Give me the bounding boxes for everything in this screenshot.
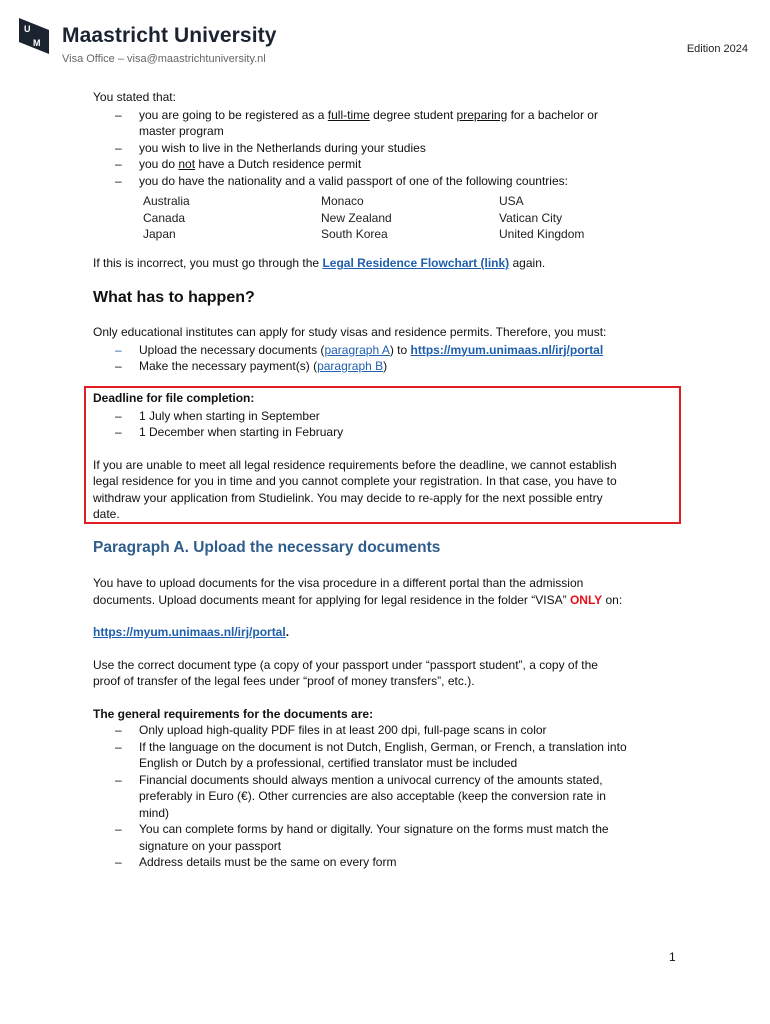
stated-section [93, 89, 678, 189]
what-has-to-happen-heading: What has to happen? [93, 289, 255, 306]
myum-portal-link[interactable]: https://myum.unimaas.nl/irj/portal [93, 625, 286, 639]
paragraph-a-section [93, 575, 678, 871]
paragraph-b-link[interactable]: paragraph B [317, 359, 384, 373]
page-number: 1 [669, 950, 676, 964]
paragraph-a-heading: Paragraph A. Upload the necessary documents [93, 539, 441, 556]
deadline-note-line: date. [93, 507, 120, 521]
edition-label: Edition 2024 [686, 43, 748, 55]
stated-intro: You stated that: [93, 90, 176, 104]
country-row: Japan South Korea United Kingdom [143, 227, 585, 241]
country-row: Australia Monaco USA [143, 194, 524, 208]
paragraph-a-text: documents. Upload documents meant for applying for legal residence in the folder “VISA” ONLY on: [93, 592, 623, 607]
paragraph-a-text: You have to upload documents for the visa procedure in a different portal than the admission [93, 576, 584, 590]
paragraph-a-link[interactable]: paragraph A [324, 342, 390, 357]
stated-bullet-1: – you are going to be registered as a full-time degree student preparing for a bachelor or master program [115, 107, 598, 138]
requirements-title: The general requirements for the documents are: [93, 706, 374, 721]
requirement-item: – You can complete forms by hand or digitally. Your signature on the forms must match the signature on your passport [115, 822, 609, 853]
legal-residence-flowchart-link[interactable]: Legal Residence Flowchart (link) [322, 256, 510, 270]
document-type-text: Use the correct document type (a copy of your passport under “passport student”, a copy of the [93, 657, 598, 672]
portal-link-line: https://myum.unimaas.nl/irj/portal. [93, 625, 290, 639]
deadline-item: – 1 July when starting in September [115, 408, 320, 423]
stated-bullet-4: – you do have the nationality and a valid passport of one of the following countries: [115, 173, 568, 188]
incorrect-note: If this is incorrect, you must go through the Legal Residence Flowchart (link) again. [93, 256, 546, 270]
deadline-note-line: withdraw your application from Studielink. You may decide to re-apply for the next possible entry [93, 490, 603, 505]
deadline-title: Deadline for file completion: [93, 391, 255, 405]
visa-office-contact: Visa Office – visa@maastrichtuniversity.nl [62, 53, 266, 65]
requirement-item: – If the language on the document is not Dutch, English, German, or French, a translation into English or Dutch by a professional, certified translator must be included [115, 739, 627, 770]
requirement-item: – Address details must be the same on every form [115, 855, 397, 869]
deadline-section [93, 390, 678, 523]
deadline-note-line: legal residence for you in time and you cannot complete your registration. In that case, you have to [93, 474, 617, 488]
document-type-text: proof of transfer of the legal fees under “proof of money transfers”, etc.). [93, 674, 475, 688]
what-bullet-2: – Make the necessary payment(s) (paragraph B) [115, 359, 388, 373]
requirement-item: – Only upload high-quality PDF files in at least 200 dpi, full-page scans in color [115, 723, 547, 737]
country-list [143, 193, 623, 243]
university-logo-icon [19, 18, 49, 54]
country-row: Canada New Zealand Vatican City [143, 210, 563, 225]
what-intro: Only educational institutes can apply for study visas and residence permits. Therefore, you must: [93, 325, 607, 339]
stated-bullet-2: – you wish to live in the Netherlands during your studies [115, 140, 426, 155]
deadline-note-line: If you are unable to meet all legal residence requirements before the deadline, we cannot establish [93, 457, 617, 472]
myum-portal-link[interactable]: https://myum.unimaas.nl/irj/portal [410, 342, 604, 357]
bullet-dash: – [115, 107, 122, 122]
svg-text:U: U [24, 24, 31, 34]
deadline-item: – 1 December when starting in February [115, 425, 344, 439]
requirement-item: – Financial documents should always mention a univocal currency of the amounts stated, preferably in Euro (€). Other currencies are also acceptable (keep the conversion rate in mind) [115, 772, 606, 820]
svg-text:M: M [33, 38, 41, 48]
what-section [93, 324, 678, 375]
brand-name: Maastricht University [62, 24, 277, 47]
what-bullet-1: – Upload the necessary documents (paragraph A) to https://myum.unimaas.nl/irj/portal [115, 342, 604, 357]
only-emphasis: ONLY [569, 592, 603, 607]
stated-bullet-3: – you do not have a Dutch residence permit [115, 157, 362, 171]
